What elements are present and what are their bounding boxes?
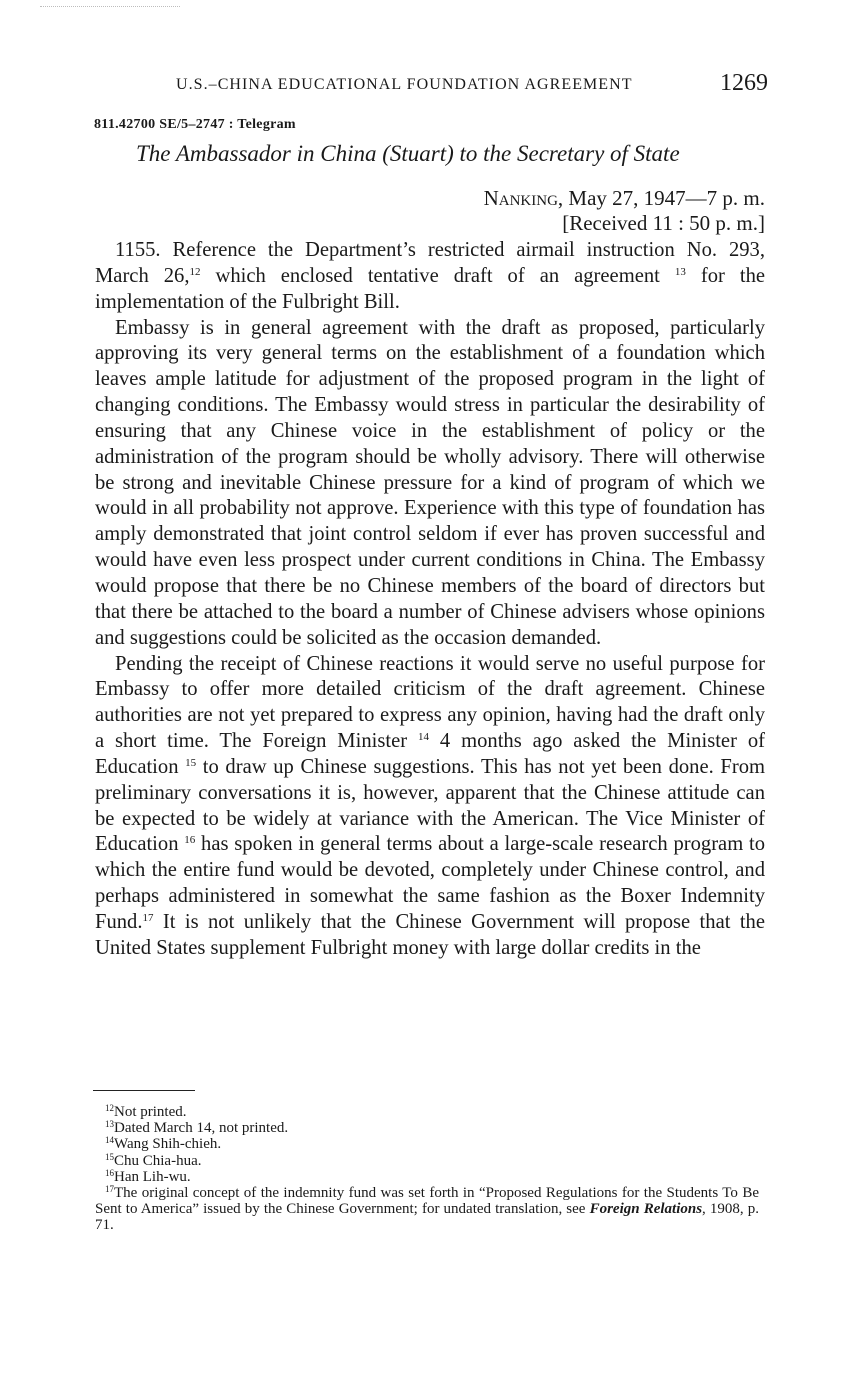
footnote-item: [95, 1120, 759, 1136]
footnote-item: [95, 1169, 759, 1185]
footnote-reference: 16: [184, 834, 196, 847]
paragraph-text: 4 months ago asked the Minister of Education: [95, 730, 765, 778]
footnote-rule: [93, 1090, 195, 1091]
footnote-citation: , 1908, p. 71.: [95, 1201, 760, 1234]
dateline-place: Nanking: [483, 186, 558, 210]
document-heading: The Ambassador in China (Stuart) to the Secretary of State: [136, 141, 680, 166]
paragraph-text: has spoken in general terms about a large-scale research program to which the entire fund would be devoted, completely under Chinese control, and perhaps administered in somewhat the same fashion as the Boxer Indemnity Fund.: [95, 833, 765, 933]
paragraph-text: Embassy is in general agreement with the draft as proposed, particularly approving its very general terms on the establishment of a foundation which leaves ample latitude for adjustment of the proposed program in the light of changing conditions. The Embassy would stress in particular the desirability of ensuring that any Chinese voice in the establishment of policy or the administration of the program should be wholly advisory. There will otherwise be strong and inevitable Chinese pressure for a kind of program of which we would in all probability not approve. Experience with this type of foundation has amply demonstrated that joint control seldom if ever has proven successful and would have even less prospect under current conditions in China. The Embassy would propose that there be no Chinese members of the board of directors but that there be attached to the board a number of Chinese advisers whose opinions and suggestions could be solicited as the occasion demanded.: [95, 316, 765, 649]
dateline: [484, 186, 765, 211]
footnote-text: Chu Chia-hua.: [114, 1152, 202, 1169]
footnote-item: [95, 1104, 759, 1120]
footnote-reference: 17: [142, 911, 154, 924]
footnote-publication-title: Foreign Relations: [589, 1201, 703, 1218]
footnote-reference: 15: [185, 756, 197, 769]
paragraph-text: Pending the receipt of Chinese reactions it would serve no useful purpose for Embassy to offer more detailed criticism of the draft agreement. Chinese authorities are not yet prepared to express any opinion, having had the draft only a short time. The Foreign Minister: [95, 652, 765, 753]
footnotes: [95, 1104, 759, 1234]
dateline-date: , May 27, 1947—7 p. m.: [557, 186, 765, 210]
footnote-number: 12: [105, 1103, 114, 1113]
paragraph-text: for the implementation of the Fulbright Bill.: [95, 264, 766, 313]
paragraph-text: to draw up Chinese suggestions. This has not yet been done. From preliminary conversations it is, however, apparent that the Chinese attitude can be expected to be widely at variance with the American. The Vice Minister of Education: [95, 755, 766, 856]
page-number: 1269: [720, 70, 768, 96]
paragraph-text: It is not unlikely that the Chinese Government will propose that the United States supplement Fulbright money with large dollar credits in the: [95, 910, 765, 959]
received-time: [Received 11 : 50 p. m.]: [562, 211, 765, 235]
footnote-reference: 13: [674, 265, 686, 278]
running-title: U.S.–CHINA EDUCATIONAL FOUNDATION AGREEMENT: [176, 76, 633, 93]
paragraph-text: which enclosed tentative draft of an agreement: [200, 264, 675, 287]
top-edge-mark: [40, 6, 180, 7]
footnote-text: Han Lih-wu.: [114, 1168, 191, 1185]
footnote-text: Wang Shih-chieh.: [114, 1136, 222, 1153]
footnote-reference: 14: [418, 731, 429, 744]
footnote-number: 15: [105, 1151, 114, 1162]
footnote-number: 14: [105, 1135, 114, 1146]
running-head: [176, 70, 768, 100]
body-paragraph: [95, 316, 765, 652]
footnote-reference: 12: [189, 265, 201, 278]
footnote-item: [95, 1185, 759, 1234]
footnote-text: The original concept of the indemnity fund was set forth in “Proposed Regulations for the Students To Be Sent to America” issued by the Chinese Government; for undated translation, see: [95, 1185, 759, 1218]
footnote-number: 16: [105, 1167, 114, 1178]
footnote-number: 13: [105, 1119, 114, 1130]
footnote-text: Not printed.: [114, 1104, 187, 1120]
footnote-item: [95, 1153, 759, 1169]
footnote-number: 17: [105, 1184, 114, 1195]
telegram-body: [95, 238, 765, 962]
body-paragraph: [95, 238, 765, 316]
body-paragraph: [95, 652, 765, 962]
paragraph-text: 1155. Reference the Department’s restricted airmail instruction No. 293, March 26,: [95, 239, 765, 287]
footnote-item: [95, 1136, 759, 1152]
file-reference: 811.42700 SE/5–2747 : Telegram: [94, 117, 296, 132]
footnote-text: Dated March 14, not printed.: [114, 1120, 289, 1137]
